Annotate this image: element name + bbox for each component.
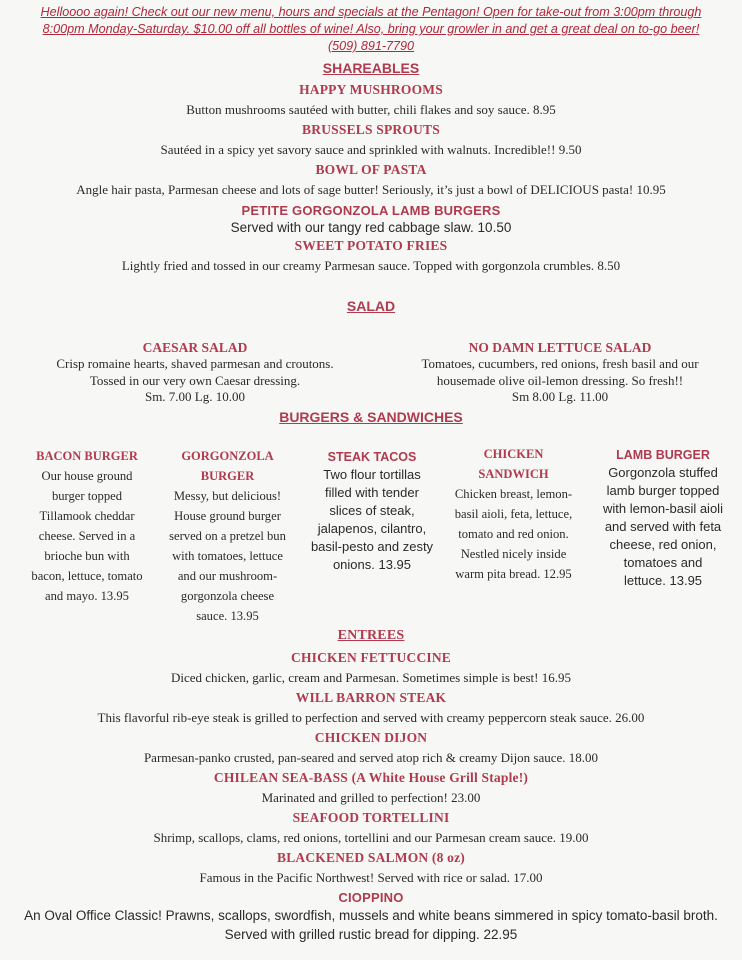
item-description-line: basil-pesto and zesty (310, 539, 434, 554)
item-title: BACON BURGER (36, 449, 138, 463)
item-description-line: burger topped (51, 489, 123, 503)
banner-phone: (509) 891-7790 (327, 39, 415, 53)
item-description: Tossed in our very own Caesar dressing. (89, 372, 301, 388)
burger-item-chicken-sandwich (446, 444, 581, 584)
item-title: WILL BARRON STEAK (295, 690, 447, 705)
announcement-banner (0, 4, 742, 55)
item-title: SEAFOOD TORTELLINI (292, 810, 450, 825)
item-description: Shrimp, scallops, clams, red onions, tortellini and our Parmesan cream sauce. 19.00 (153, 830, 589, 845)
item-description: Lightly fried and tossed in our creamy Parmesan sauce. Topped with gorgonzola crumbles. 8.50 (121, 258, 621, 273)
burger-item-lamb (588, 446, 738, 590)
item-description-line: House ground burger (174, 509, 281, 523)
item-description-line: Tillamook cheddar (39, 509, 135, 523)
item-description-line: Nestled nicely inside (460, 547, 567, 561)
item-description-line: lamb burger topped (606, 483, 720, 498)
item-description-line: onions. 13.95 (332, 557, 412, 572)
item-description-line: warm pita bread. 12.95 (455, 567, 572, 581)
item-description: Tomatoes, cucumbers, red onions, fresh basil and our (421, 356, 699, 371)
item-description: Diced chicken, garlic, cream and Parmesan. Sometimes simple is best! 16.95 (171, 670, 571, 685)
item-description-line: filled with tender (325, 485, 419, 500)
item-description: Angle hair pasta, Parmesan cheese and lots of sage butter! Seriously, it’s just a bowl of DELICIOUS pasta! 10.95 (76, 182, 666, 197)
item-description-line: cheese. Served in a (38, 529, 136, 543)
item-description: Marinated and grilled to perfection! 23.00 (261, 790, 481, 805)
item-title: SWEET POTATO FRIES (294, 238, 448, 253)
item-title: GORGONZOLA (181, 449, 274, 463)
item-description-line: with lemon-basil aioli (603, 501, 723, 516)
item-price: Sm. 7.00 Lg. 10.00 (144, 389, 246, 404)
item-description-line: sauce. 13.95 (196, 609, 259, 623)
item-description-line: and mayo. 13.95 (45, 589, 129, 603)
item-description-line: Our house ground (41, 469, 133, 483)
banner-line-1: Helloooo again! Check out our new menu, hours and specials at the Pentagon! Open for take-out from 3:00pm through (40, 5, 702, 19)
item-title: BOWL OF PASTA (315, 162, 427, 177)
section-title-shareables: SHAREABLES (322, 60, 420, 76)
section-title-burgers: BURGERS & SANDWICHES (279, 409, 463, 425)
item-title: HAPPY MUSHROOMS (299, 82, 443, 97)
item-description-line: cheese, red onion, (609, 537, 717, 552)
item-description-line: basil aioli, feta, lettuce, (454, 507, 573, 521)
item-title: LAMB BURGER (616, 448, 710, 462)
item-description-line: Chicken breast, lemon- (454, 487, 573, 501)
item-title: BURGER (200, 469, 255, 483)
burger-item-steak-tacos (302, 448, 442, 574)
salad-item-caesar (20, 340, 370, 406)
item-title: CAESAR SALAD (142, 340, 248, 355)
item-title: PETITE GORGONZOLA LAMB BURGERS (241, 203, 501, 218)
item-title: BRUSSELS SPROUTS (302, 122, 440, 137)
item-title: STEAK TACOS (327, 450, 417, 464)
item-description: Served with our tangy red cabbage slaw. 10.50 (230, 220, 512, 235)
item-title: SANDWICH (478, 467, 549, 481)
item-price: Sm 8.00 Lg. 11.00 (511, 389, 609, 404)
item-description-line: brioche bun with (44, 549, 130, 563)
item-description-line: and our mushroom- (177, 569, 278, 583)
item-description-line: bacon, lettuce, tomato (31, 569, 143, 583)
item-description: Famous in the Pacific Northwest! Served with rice or salad. 17.00 (199, 870, 543, 885)
item-description: Button mushrooms sautéed with butter, chili flakes and soy sauce. 8.95 (186, 102, 556, 117)
banner-line-2: 8:00pm Monday-Saturday. $10.00 off all bottles of wine! Also, bring your growler in and get a great deal on to-go beer! (42, 22, 700, 36)
item-title: BLACKENED SALMON (8 oz) (277, 850, 465, 865)
item-description-line: lettuce. 13.95 (623, 573, 703, 588)
burger-item-bacon (22, 446, 152, 606)
item-description-line: tomato and red onion. (458, 527, 569, 541)
item-description-line: gorgonzola cheese (180, 589, 275, 603)
item-description: This flavorful rib-eye steak is grilled to perfection and served with creamy peppercorn steak sauce. 26.00 (97, 710, 645, 725)
item-description-line: slices of steak, (329, 503, 415, 518)
burger-item-gorgonzola (160, 446, 295, 626)
item-description-line: jalapenos, cilantro, (317, 521, 427, 536)
item-description-line: Gorgonzola stuffed (608, 465, 718, 480)
section-title-salad: SALAD (346, 298, 396, 314)
item-description-line: served on a pretzel bun (169, 529, 286, 543)
item-description-line: with tomatoes, lettuce (172, 549, 283, 563)
item-description-line: and served with feta (604, 519, 722, 534)
item-description-line: Messy, but delicious! (173, 489, 282, 503)
item-description: Sautéed in a spicy yet savory sauce and sprinkled with walnuts. Incredible!! 9.50 (160, 142, 582, 157)
item-title: CIOPPINO (338, 890, 404, 905)
item-description: An Oval Office Classic! Prawns, scallops, swordfish, mussels and white beans simmered in spicy tomato-basil broth. (24, 908, 718, 923)
item-title: CHICKEN (483, 447, 544, 461)
item-title: CHICKEN DIJON (314, 730, 428, 745)
item-title: NO DAMN LETTUCE SALAD (468, 340, 652, 355)
section-title-entrees: ENTREES (337, 628, 405, 643)
item-title: CHICKEN FETTUCCINE (291, 650, 451, 665)
item-description: housemade olive oil-lemon dressing. So fresh!! (436, 372, 684, 388)
item-description: Parmesan-panko crusted, pan-seared and served atop rich & creamy Dijon sauce. 18.00 (143, 750, 599, 765)
item-description: Crisp romaine hearts, shaved parmesan and croutons. (56, 356, 334, 371)
item-description: Served with grilled rustic bread for dipping. 22.95 (224, 927, 518, 942)
item-title: CHILEAN SEA-BASS (A White House Grill Staple!) (213, 770, 529, 785)
salad-item-no-damn-lettuce (385, 340, 735, 406)
item-description-line: tomatoes and (623, 555, 703, 570)
item-description-line: Two flour tortillas (323, 467, 421, 482)
